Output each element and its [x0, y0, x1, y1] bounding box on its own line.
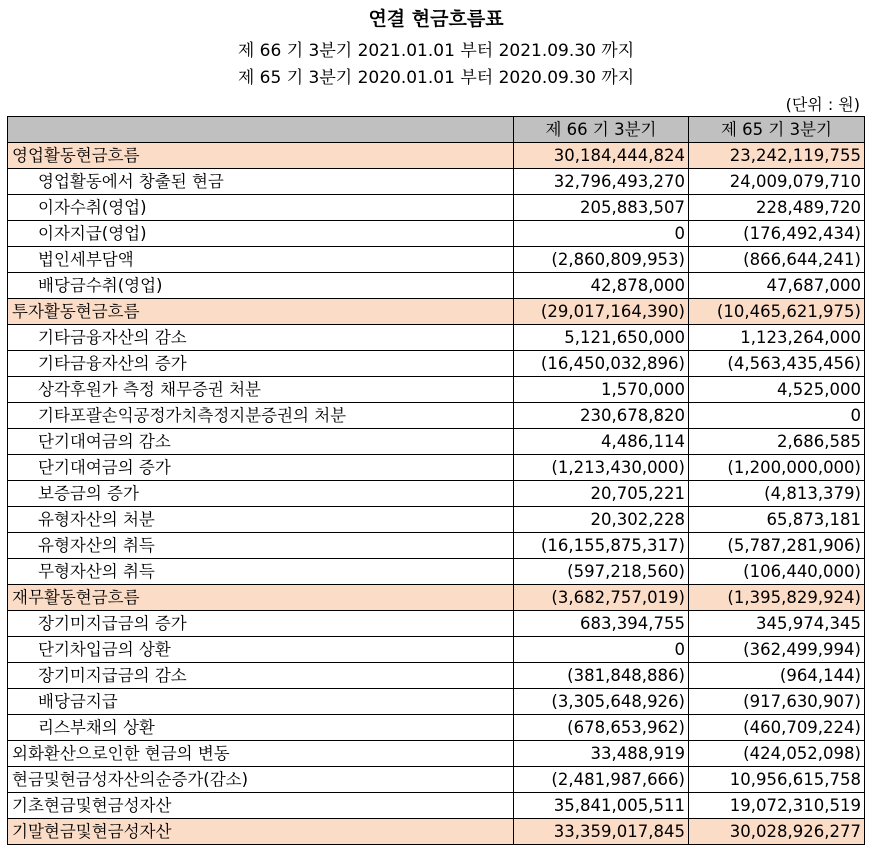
cash-flow-table	[7, 116, 865, 845]
table-row	[8, 403, 865, 429]
row-current-value: 33,359,017,845	[514, 819, 689, 845]
table-row	[8, 585, 865, 611]
row-current-value: (3,305,648,926)	[514, 689, 689, 715]
table-row	[8, 247, 865, 273]
row-current-value: 5,121,650,000	[514, 325, 689, 351]
row-label: 기타금융자산의 감소	[8, 325, 514, 351]
row-prior-value: (4,563,435,456)	[689, 351, 865, 377]
row-prior-value: 2,686,585	[689, 429, 865, 455]
table-row	[8, 507, 865, 533]
table-row	[8, 455, 865, 481]
row-label: 외화환산으로인한 현금의 변동	[8, 741, 514, 767]
row-current-value: 32,796,493,270	[514, 169, 689, 195]
row-label: 이자지급(영업)	[8, 221, 514, 247]
row-prior-value: (362,499,994)	[689, 637, 865, 663]
row-label: 영업활동현금흐름	[8, 143, 514, 169]
row-label: 단기차입금의 상환	[8, 637, 514, 663]
row-label: 리스부채의 상환	[8, 715, 514, 741]
row-prior-value: 10,956,615,758	[689, 767, 865, 793]
row-current-value: 0	[514, 637, 689, 663]
row-label: 투자활동현금흐름	[8, 299, 514, 325]
row-current-value: (381,848,886)	[514, 663, 689, 689]
row-prior-value: (1,395,829,924)	[689, 585, 865, 611]
row-current-value: 230,678,820	[514, 403, 689, 429]
row-current-value: 30,184,444,824	[514, 143, 689, 169]
table-row	[8, 767, 865, 793]
row-current-value: 20,302,228	[514, 507, 689, 533]
table-row	[8, 429, 865, 455]
row-prior-value: 24,009,079,710	[689, 169, 865, 195]
table-row	[8, 793, 865, 819]
row-prior-value: (866,644,241)	[689, 247, 865, 273]
row-prior-value: 47,687,000	[689, 273, 865, 299]
row-label: 장기미지급금의 감소	[8, 663, 514, 689]
table-row	[8, 819, 865, 845]
row-label: 단기대여금의 증가	[8, 455, 514, 481]
row-prior-value: (176,492,434)	[689, 221, 865, 247]
row-label: 상각후원가 측정 채무증권 처분	[8, 377, 514, 403]
row-current-value: (16,155,875,317)	[514, 533, 689, 559]
row-prior-value: 30,028,926,277	[689, 819, 865, 845]
row-prior-value: (1,200,000,000)	[689, 455, 865, 481]
table-row	[8, 611, 865, 637]
row-current-value: 42,878,000	[514, 273, 689, 299]
table-row	[8, 221, 865, 247]
row-prior-value: (10,465,621,975)	[689, 299, 865, 325]
row-current-value: (3,682,757,019)	[514, 585, 689, 611]
unit-label: (단위 : 원)	[785, 95, 860, 114]
table-row	[8, 715, 865, 741]
row-label: 무형자산의 취득	[8, 559, 514, 585]
row-current-value: 0	[514, 221, 689, 247]
row-current-value: 1,570,000	[514, 377, 689, 403]
row-current-value: (678,653,962)	[514, 715, 689, 741]
row-prior-value: 65,873,181	[689, 507, 865, 533]
row-current-value: 20,705,221	[514, 481, 689, 507]
row-label: 배당금수취(영업)	[8, 273, 514, 299]
table-row	[8, 533, 865, 559]
row-prior-value: 19,072,310,519	[689, 793, 865, 819]
row-label: 단기대여금의 감소	[8, 429, 514, 455]
row-current-value: 683,394,755	[514, 611, 689, 637]
row-prior-value: (424,052,098)	[689, 741, 865, 767]
row-label: 이자수취(영업)	[8, 195, 514, 221]
row-current-value: (29,017,164,390)	[514, 299, 689, 325]
table-row	[8, 169, 865, 195]
row-prior-value: (964,144)	[689, 663, 865, 689]
row-prior-value: 4,525,000	[689, 377, 865, 403]
table-row	[8, 351, 865, 377]
row-prior-value: 23,242,119,755	[689, 143, 865, 169]
row-label: 기초현금및현금성자산	[8, 793, 514, 819]
row-prior-value: (5,787,281,906)	[689, 533, 865, 559]
row-current-value: 33,488,919	[514, 741, 689, 767]
row-current-value: 35,841,005,511	[514, 793, 689, 819]
row-label: 기타포괄손익공정가치측정지분증권의 처분	[8, 403, 514, 429]
row-prior-value: (917,630,907)	[689, 689, 865, 715]
table-row	[8, 689, 865, 715]
row-prior-value: 345,974,345	[689, 611, 865, 637]
row-label: 현금및현금성자산의순증가(감소)	[8, 767, 514, 793]
table-row	[8, 273, 865, 299]
row-prior-value: (460,709,224)	[689, 715, 865, 741]
table-row	[8, 663, 865, 689]
row-prior-value: (106,440,000)	[689, 559, 865, 585]
row-current-value: (16,450,032,896)	[514, 351, 689, 377]
period-prior: 제 65 기 3분기 2020.01.01 부터 2020.09.30 까지	[237, 68, 635, 88]
row-current-value: (1,213,430,000)	[514, 455, 689, 481]
table-row	[8, 299, 865, 325]
row-label: 보증금의 증가	[8, 481, 514, 507]
row-label: 배당금지급	[8, 689, 514, 715]
row-label: 유형자산의 취득	[8, 533, 514, 559]
row-prior-value: 1,123,264,000	[689, 325, 865, 351]
table-header-row	[8, 117, 865, 143]
row-prior-value: 0	[689, 403, 865, 429]
table-row	[8, 559, 865, 585]
table-row	[8, 143, 865, 169]
table-row	[8, 195, 865, 221]
row-label: 기타금융자산의 증가	[8, 351, 514, 377]
row-label: 법인세부담액	[8, 247, 514, 273]
row-current-value: (597,218,560)	[514, 559, 689, 585]
row-current-value: (2,860,809,953)	[514, 247, 689, 273]
table-row	[8, 637, 865, 663]
table-row	[8, 741, 865, 767]
row-current-value: 205,883,507	[514, 195, 689, 221]
row-prior-value: 228,489,720	[689, 195, 865, 221]
row-label: 장기미지급금의 증가	[8, 611, 514, 637]
statement-title: 연결 현금흐름표	[368, 8, 504, 30]
row-label: 재무활동현금흐름	[8, 585, 514, 611]
table-row	[8, 481, 865, 507]
row-label: 유형자산의 처분	[8, 507, 514, 533]
table-row	[8, 325, 865, 351]
row-prior-value: (4,813,379)	[689, 481, 865, 507]
row-current-value: 4,486,114	[514, 429, 689, 455]
row-label: 영업활동에서 창출된 현금	[8, 169, 514, 195]
header-current-period: 제 66 기 3분기	[514, 117, 689, 143]
table-row	[8, 377, 865, 403]
period-current: 제 66 기 3분기 2021.01.01 부터 2021.09.30 까지	[237, 41, 635, 61]
row-current-value: (2,481,987,666)	[514, 767, 689, 793]
header-prior-period: 제 65 기 3분기	[689, 117, 865, 143]
header-account	[8, 117, 514, 143]
row-label: 기말현금및현금성자산	[8, 819, 514, 845]
